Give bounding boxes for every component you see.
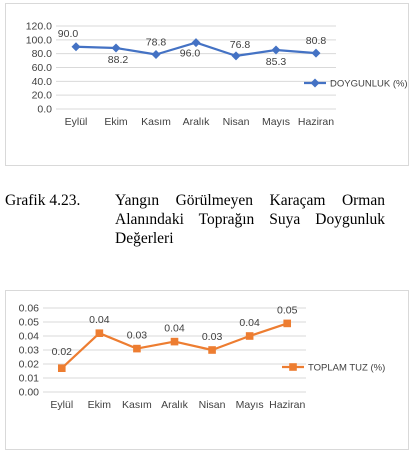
chart-doygunluk bbox=[5, 3, 409, 166]
y-tick-label: 0.04 bbox=[18, 330, 39, 343]
data-label: 88.2 bbox=[107, 53, 129, 66]
data-point bbox=[58, 364, 66, 372]
data-point bbox=[152, 50, 161, 59]
chart-toplam-tuz-plot bbox=[6, 291, 410, 451]
data-label: 0.04 bbox=[164, 322, 185, 335]
x-tick-label: Kasım bbox=[141, 116, 171, 128]
data-label: 80.8 bbox=[305, 35, 327, 48]
data-point bbox=[208, 346, 216, 354]
data-label: 76.8 bbox=[229, 38, 251, 51]
x-tick-label: Mayıs bbox=[235, 399, 264, 411]
chart-toplam-tuz bbox=[5, 290, 409, 450]
data-label: 96.0 bbox=[179, 47, 201, 60]
y-tick-label: 0.03 bbox=[18, 344, 39, 357]
x-tick-label: Ekim bbox=[87, 399, 112, 411]
data-point bbox=[133, 345, 141, 353]
data-point bbox=[72, 42, 81, 51]
data-label: 0.04 bbox=[239, 317, 260, 329]
data-point bbox=[112, 43, 121, 52]
data-label: 0.04 bbox=[89, 314, 110, 327]
x-tick-label: Aralık bbox=[182, 116, 210, 128]
data-label: 0.03 bbox=[126, 329, 148, 342]
x-tick-label: Aralık bbox=[161, 399, 188, 411]
data-point bbox=[171, 338, 179, 346]
legend-label: TOPLAM TUZ (%) bbox=[308, 362, 386, 374]
y-tick-label: 40.0 bbox=[31, 75, 52, 88]
data-point bbox=[283, 320, 291, 328]
x-tick-label: Eylül bbox=[50, 399, 74, 411]
y-tick-label: 100.0 bbox=[25, 34, 52, 47]
data-label: 85.3 bbox=[265, 56, 287, 69]
x-tick-label: Haziran bbox=[297, 116, 335, 128]
data-label: 0.02 bbox=[51, 346, 73, 359]
x-tick-label: Nisan bbox=[222, 116, 250, 128]
y-tick-label: 0.05 bbox=[18, 316, 39, 329]
data-point bbox=[246, 332, 254, 340]
y-tick-label: 0.06 bbox=[18, 302, 39, 315]
data-point bbox=[96, 329, 104, 337]
data-point bbox=[232, 51, 241, 60]
x-tick-label: Nisan bbox=[198, 399, 226, 411]
data-point bbox=[272, 46, 281, 55]
y-tick-label: 120.0 bbox=[25, 20, 52, 33]
legend-label: DOYGUNLUK (%) bbox=[330, 78, 408, 90]
y-tick-label: 0.01 bbox=[18, 372, 39, 385]
x-tick-label: Ekim bbox=[104, 116, 128, 128]
x-tick-label: Mayıs bbox=[261, 116, 291, 128]
caption-text: Yangın Görülmeyen Karaçam Orman Alanındaki Toprağın Suya Doygunluk Değerleri bbox=[115, 192, 385, 247]
data-point bbox=[312, 49, 321, 58]
x-tick-label: Kasım bbox=[122, 399, 152, 411]
data-label: 78.8 bbox=[145, 36, 167, 49]
chart-doygunluk-plot bbox=[6, 4, 410, 167]
x-tick-label: Eylül bbox=[64, 116, 88, 128]
x-tick-label: Haziran bbox=[269, 399, 306, 411]
caption-label: Grafik 4.23. bbox=[5, 192, 81, 209]
data-label: 0.05 bbox=[276, 304, 298, 317]
data-label: 0.03 bbox=[201, 331, 223, 343]
y-tick-label: 80.0 bbox=[31, 48, 52, 61]
legend-marker bbox=[311, 79, 320, 88]
legend-marker bbox=[289, 363, 297, 371]
y-tick-label: 0.00 bbox=[18, 386, 39, 399]
data-label: 90.0 bbox=[57, 27, 79, 40]
y-tick-label: 0.0 bbox=[37, 103, 52, 116]
y-tick-label: 60.0 bbox=[31, 62, 52, 74]
y-tick-label: 20.0 bbox=[31, 89, 52, 102]
y-tick-label: 0.02 bbox=[18, 358, 39, 371]
